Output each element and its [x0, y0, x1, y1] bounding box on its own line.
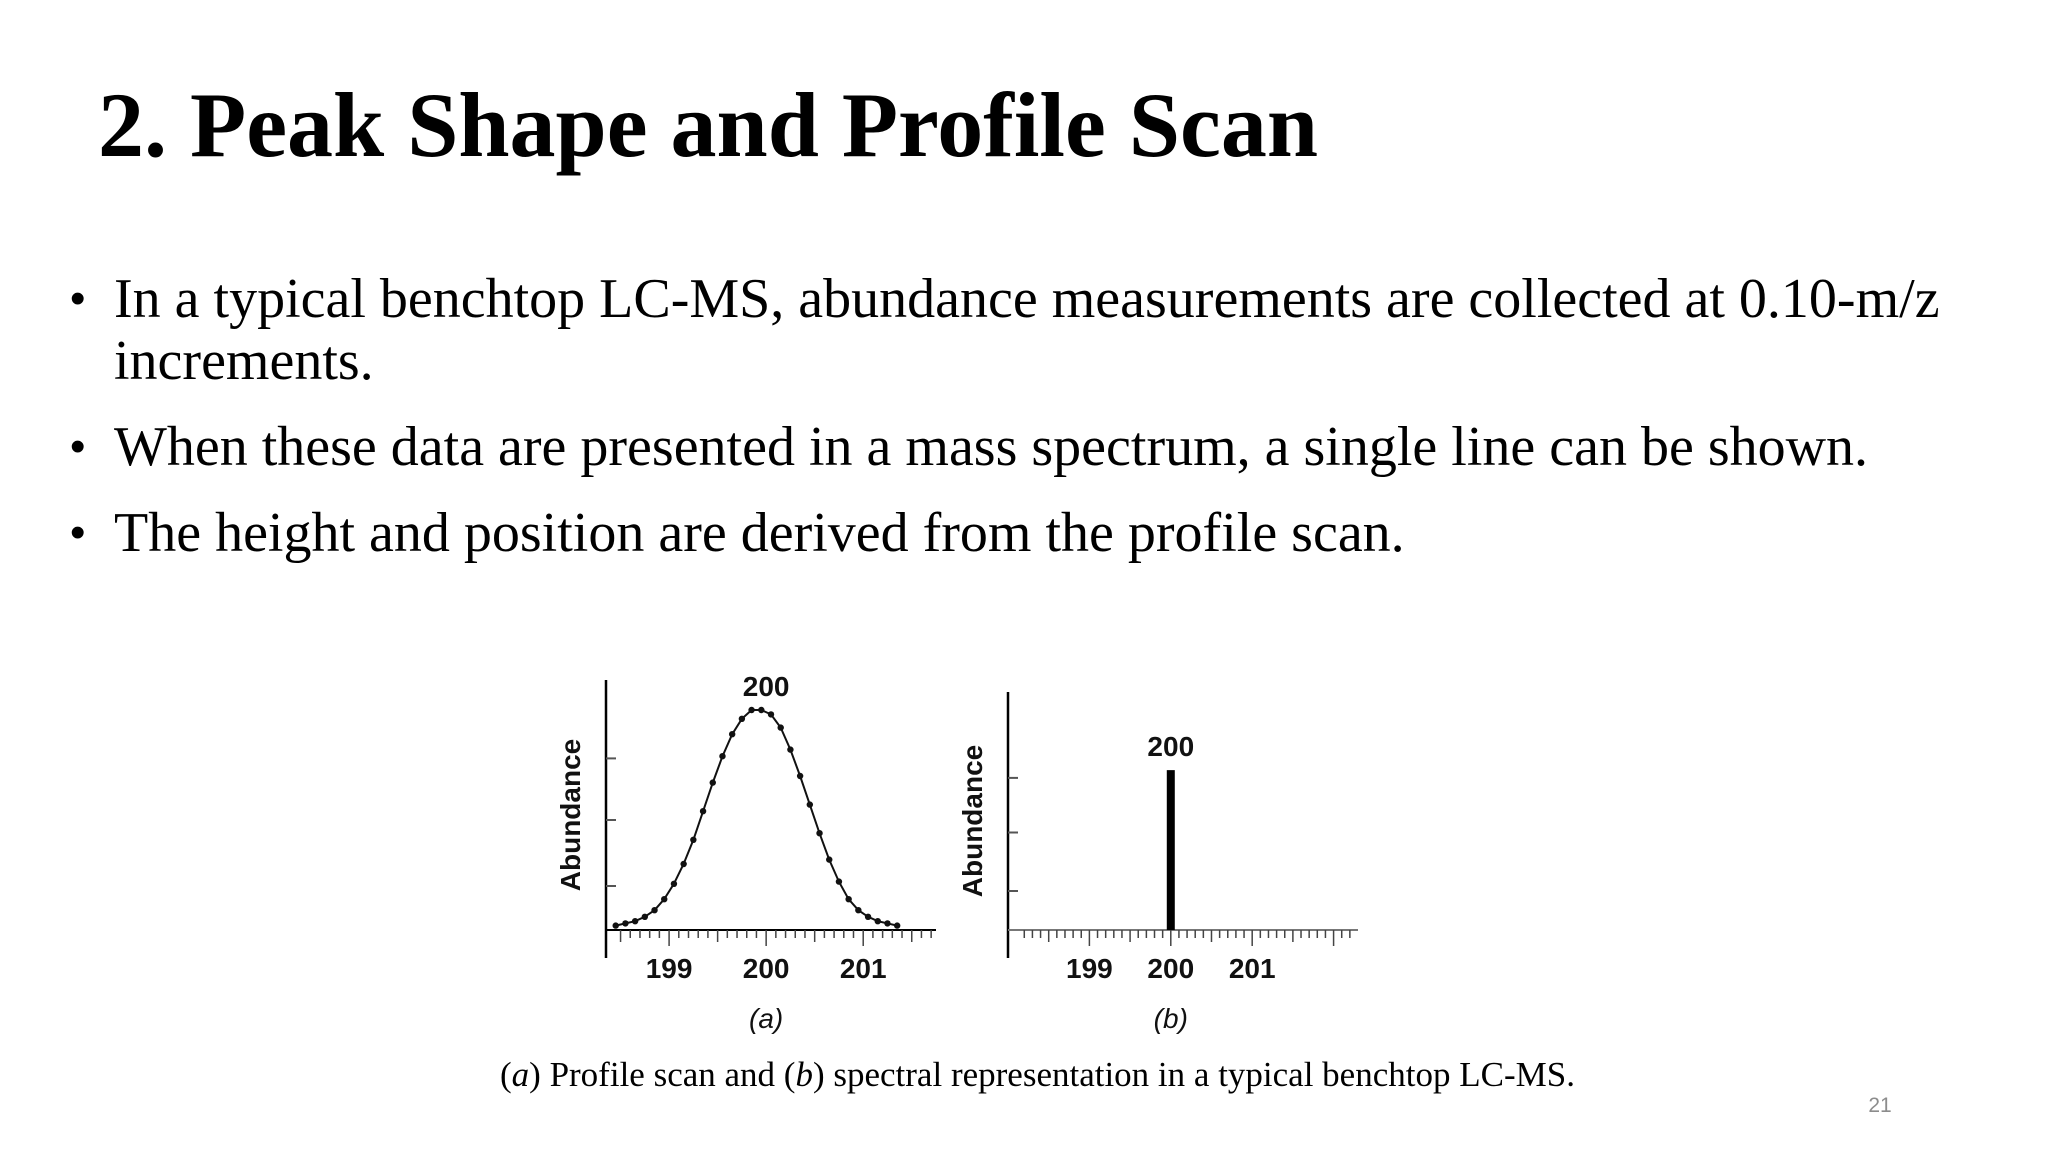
- peak-label: 200: [742, 671, 790, 702]
- slide-title: 2. Peak Shape and Profile Scan: [98, 74, 1318, 176]
- data-point: [622, 920, 628, 926]
- chart-panel-a: [606, 680, 936, 958]
- data-point: [845, 896, 851, 902]
- data-point: [807, 801, 813, 807]
- data-point: [739, 716, 745, 722]
- data-point: [875, 918, 881, 924]
- data-point: [613, 922, 619, 928]
- data-point: [836, 878, 842, 884]
- data-point: [729, 731, 735, 737]
- caption-text-b: spectral representation in a typical benchtop LC-MS.: [833, 1055, 1575, 1094]
- bullet-text: The height and position are derived from the profile scan.: [114, 502, 1405, 564]
- data-point: [816, 830, 822, 836]
- x-tick-label: 201: [839, 953, 887, 984]
- data-point: [748, 707, 754, 713]
- caption-label-b: b: [795, 1055, 813, 1094]
- caption-text-a: Profile scan and: [549, 1055, 776, 1094]
- data-point: [700, 808, 706, 814]
- page-number: 21: [1868, 1094, 1892, 1117]
- x-tick-label: 201: [1228, 953, 1276, 984]
- bullet-item: [70, 502, 2030, 564]
- figure-caption: (a) Profile scan and (b) spectral representation in a typical benchtop LC-MS.: [500, 1055, 1575, 1094]
- caption-label-a: a: [511, 1055, 530, 1094]
- data-point: [768, 711, 774, 717]
- x-tick-label: 199: [1066, 953, 1113, 984]
- x-tick-label: 200: [742, 953, 790, 984]
- data-point: [787, 746, 793, 752]
- y-axis-label: Abundance: [555, 738, 586, 892]
- bullet-text: When these data are presented in a mass spectrum, a single line can be shown.: [114, 416, 1869, 478]
- bullet-item: [70, 268, 2030, 392]
- data-point: [797, 773, 803, 779]
- bullet-item: [70, 416, 2030, 478]
- data-point: [758, 707, 764, 713]
- bullet-dot-icon: •: [70, 422, 86, 471]
- data-point: [651, 907, 657, 913]
- series-line: [616, 710, 898, 926]
- panel-label: (a): [749, 1003, 784, 1034]
- x-tick-label: 200: [1147, 953, 1195, 984]
- y-axis-label: Abundance: [957, 744, 988, 898]
- bullet-list: [70, 268, 2030, 588]
- data-point: [671, 881, 677, 887]
- data-point: [865, 914, 871, 920]
- spectrum-figure: [540, 660, 1400, 1040]
- data-point: [661, 896, 667, 902]
- data-point: [855, 907, 861, 913]
- data-point: [690, 837, 696, 843]
- bullet-text: In a typical benchtop LC-MS, abundance measurements are collected at 0.10-m/z increments.: [114, 268, 1940, 392]
- bullet-dot-icon: •: [70, 274, 86, 323]
- data-point: [642, 914, 648, 920]
- data-point: [680, 861, 686, 867]
- bullet-dot-icon: •: [70, 508, 86, 557]
- data-point: [719, 753, 725, 759]
- data-point: [894, 922, 900, 928]
- data-point: [884, 920, 890, 926]
- data-point: [826, 856, 832, 862]
- panel-label: (b): [1153, 1003, 1188, 1034]
- data-point: [710, 779, 716, 785]
- data-point: [778, 724, 784, 730]
- data-point: [632, 918, 638, 924]
- peak-label: 200: [1147, 731, 1195, 763]
- x-tick-label: 199: [645, 953, 693, 984]
